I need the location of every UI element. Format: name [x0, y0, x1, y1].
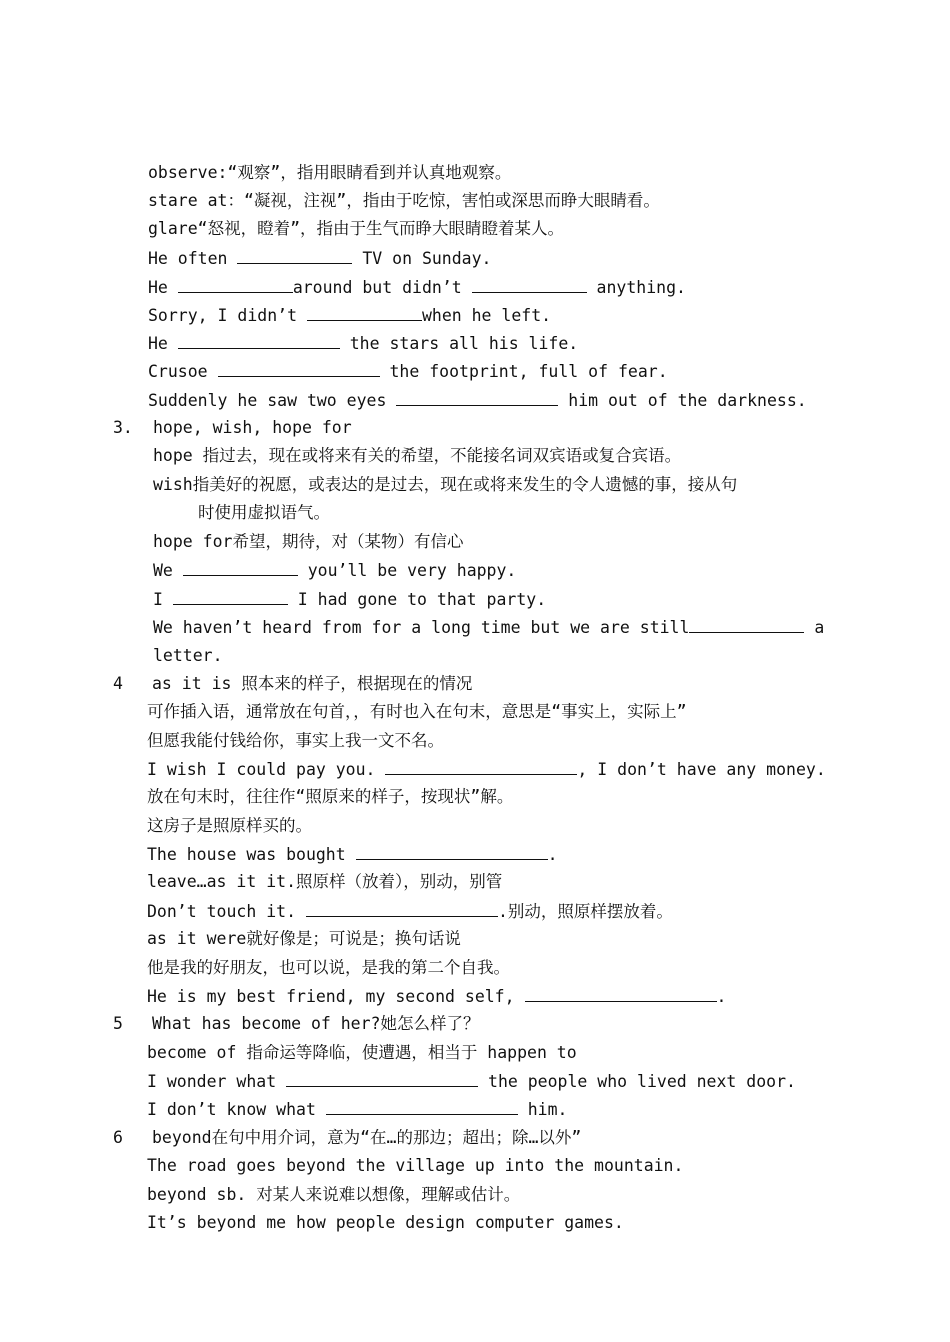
- text-line: 但愿我能付钱给你，事实上我一文不名。: [147, 731, 444, 750]
- text-segment: when he left.: [421, 306, 552, 325]
- text-segment: anything.: [586, 278, 686, 297]
- exercise-line: [148, 332, 578, 354]
- text-segment: We: [153, 561, 183, 580]
- text-line: wish指美好的祝愿，或表达的是过去，现在或将来发生的令人遗憾的事，接从句: [153, 475, 738, 494]
- answer-blank[interactable]: [525, 985, 717, 1002]
- text-line: The road goes beyond the village up into the mountain.: [147, 1156, 684, 1175]
- text-line: beyond sb. 对某人来说难以想像，理解或估计。: [147, 1185, 521, 1204]
- text-segment: him.: [517, 1100, 568, 1119]
- text-line: letter.: [153, 646, 223, 665]
- answer-blank[interactable]: [306, 900, 498, 917]
- answer-blank[interactable]: [396, 389, 558, 406]
- text-segment: the stars all his life.: [339, 334, 579, 353]
- text-line: glare“怒视，瞪着”，指由于生气而睁大眼睛瞪着某人。: [148, 219, 565, 238]
- text-line: as it were就好像是；可说是；换句话说: [147, 929, 461, 948]
- text-segment: We haven’t heard from for a long time but we are still: [153, 618, 690, 637]
- text-line: stare at：“凝视，注视”，指由于吃惊，害怕或深思而睁大眼睛看。: [148, 191, 660, 210]
- section-number: 3.: [113, 418, 133, 437]
- exercise-line: [148, 247, 491, 269]
- text-line: It’s beyond me how people design computer games.: [147, 1213, 624, 1232]
- answer-blank[interactable]: [183, 559, 298, 576]
- text-segment: .: [716, 987, 727, 1006]
- text-line: 他是我的好朋友，也可以说，是我的第二个自我。: [147, 958, 510, 977]
- text-segment: Suddenly he saw two eyes: [148, 391, 397, 410]
- section-heading: What has become of her?她怎么样了？: [152, 1014, 480, 1033]
- exercise-line: [148, 304, 551, 326]
- text-line: leave…as it it.照原样（放着），别动，别管: [147, 872, 503, 891]
- text-segment: I wonder what: [147, 1072, 287, 1091]
- text-line: hope for希望，期待，对（某物）有信心: [153, 532, 464, 551]
- section-heading: beyond在句中用介词，意为“在…的那边；超出；除…以外”: [152, 1128, 582, 1147]
- text-segment: , I don’t have any money.: [577, 760, 826, 779]
- text-segment: .: [547, 845, 558, 864]
- answer-blank[interactable]: [356, 843, 548, 860]
- text-segment: .别动，照原样摆放着。: [497, 902, 673, 921]
- section-number: 6: [113, 1128, 123, 1147]
- exercise-line: [153, 588, 546, 610]
- section-heading: as it is 照本来的样子，根据现在的情况: [152, 674, 473, 693]
- text-segment: a: [804, 618, 825, 637]
- exercise-line: [147, 843, 558, 865]
- answer-blank[interactable]: [178, 332, 340, 349]
- answer-blank[interactable]: [472, 276, 587, 293]
- exercise-line: [147, 1098, 567, 1120]
- section-number: 4: [113, 674, 123, 693]
- exercise-line: [153, 559, 516, 581]
- answer-blank[interactable]: [218, 360, 380, 377]
- exercise-line: [147, 985, 726, 1007]
- exercise-line: [153, 616, 824, 638]
- section-heading: hope, wish, hope for: [153, 418, 352, 437]
- text-line: 放在句末时，往往作“照原来的样子，按现状”解。: [147, 787, 514, 806]
- text-segment: He often: [148, 249, 238, 268]
- exercise-line: [147, 758, 826, 780]
- answer-blank[interactable]: [173, 588, 288, 605]
- text-line: hope 指过去，现在或将来有关的希望，不能接名词双宾语或复合宾语。: [153, 446, 682, 465]
- text-line: observe:“观察”，指用眼睛看到并认真地观察。: [148, 163, 512, 182]
- text-segment: I had gone to that party.: [287, 590, 547, 609]
- answer-blank[interactable]: [237, 247, 352, 264]
- answer-blank[interactable]: [689, 616, 804, 633]
- text-line: 时使用虚拟语气。: [198, 503, 330, 522]
- text-segment: him out of the darkness.: [558, 391, 807, 410]
- text-line: become of 指命运等降临，使遭遇，相当于 happen to: [147, 1043, 577, 1062]
- answer-blank[interactable]: [326, 1098, 518, 1115]
- text-segment: I wish I could pay you.: [147, 760, 386, 779]
- text-segment: He: [148, 278, 178, 297]
- exercise-line: [147, 900, 673, 922]
- text-segment: you’ll be very happy.: [297, 561, 517, 580]
- exercise-line: [148, 360, 668, 382]
- text-line: 这房子是照原样买的。: [147, 816, 312, 835]
- text-segment: Sorry, I didn’t: [148, 306, 307, 325]
- exercise-line: [148, 276, 686, 298]
- text-segment: TV on Sunday.: [352, 249, 492, 268]
- exercise-line: [147, 1070, 796, 1092]
- text-segment: the footprint, full of fear.: [379, 362, 668, 381]
- text-segment: Crusoe: [148, 362, 218, 381]
- text-segment: He is my best friend, my second self,: [147, 987, 525, 1006]
- answer-blank[interactable]: [307, 304, 422, 321]
- answer-blank[interactable]: [178, 276, 293, 293]
- text-line: 可作插入语，通常放在句首，，有时也入在句末，意思是“事实上，实际上”: [147, 702, 687, 721]
- exercise-line: [148, 389, 807, 411]
- text-segment: The house was bought: [147, 845, 356, 864]
- text-segment: I don’t know what: [147, 1100, 326, 1119]
- section-number: 5: [113, 1014, 123, 1033]
- text-segment: I: [153, 590, 173, 609]
- text-segment: He: [148, 334, 178, 353]
- text-segment: around but didn’t: [292, 278, 472, 297]
- answer-blank[interactable]: [385, 758, 577, 775]
- text-segment: the people who lived next door.: [478, 1072, 796, 1091]
- text-segment: Don’t touch it.: [147, 902, 306, 921]
- answer-blank[interactable]: [286, 1070, 478, 1087]
